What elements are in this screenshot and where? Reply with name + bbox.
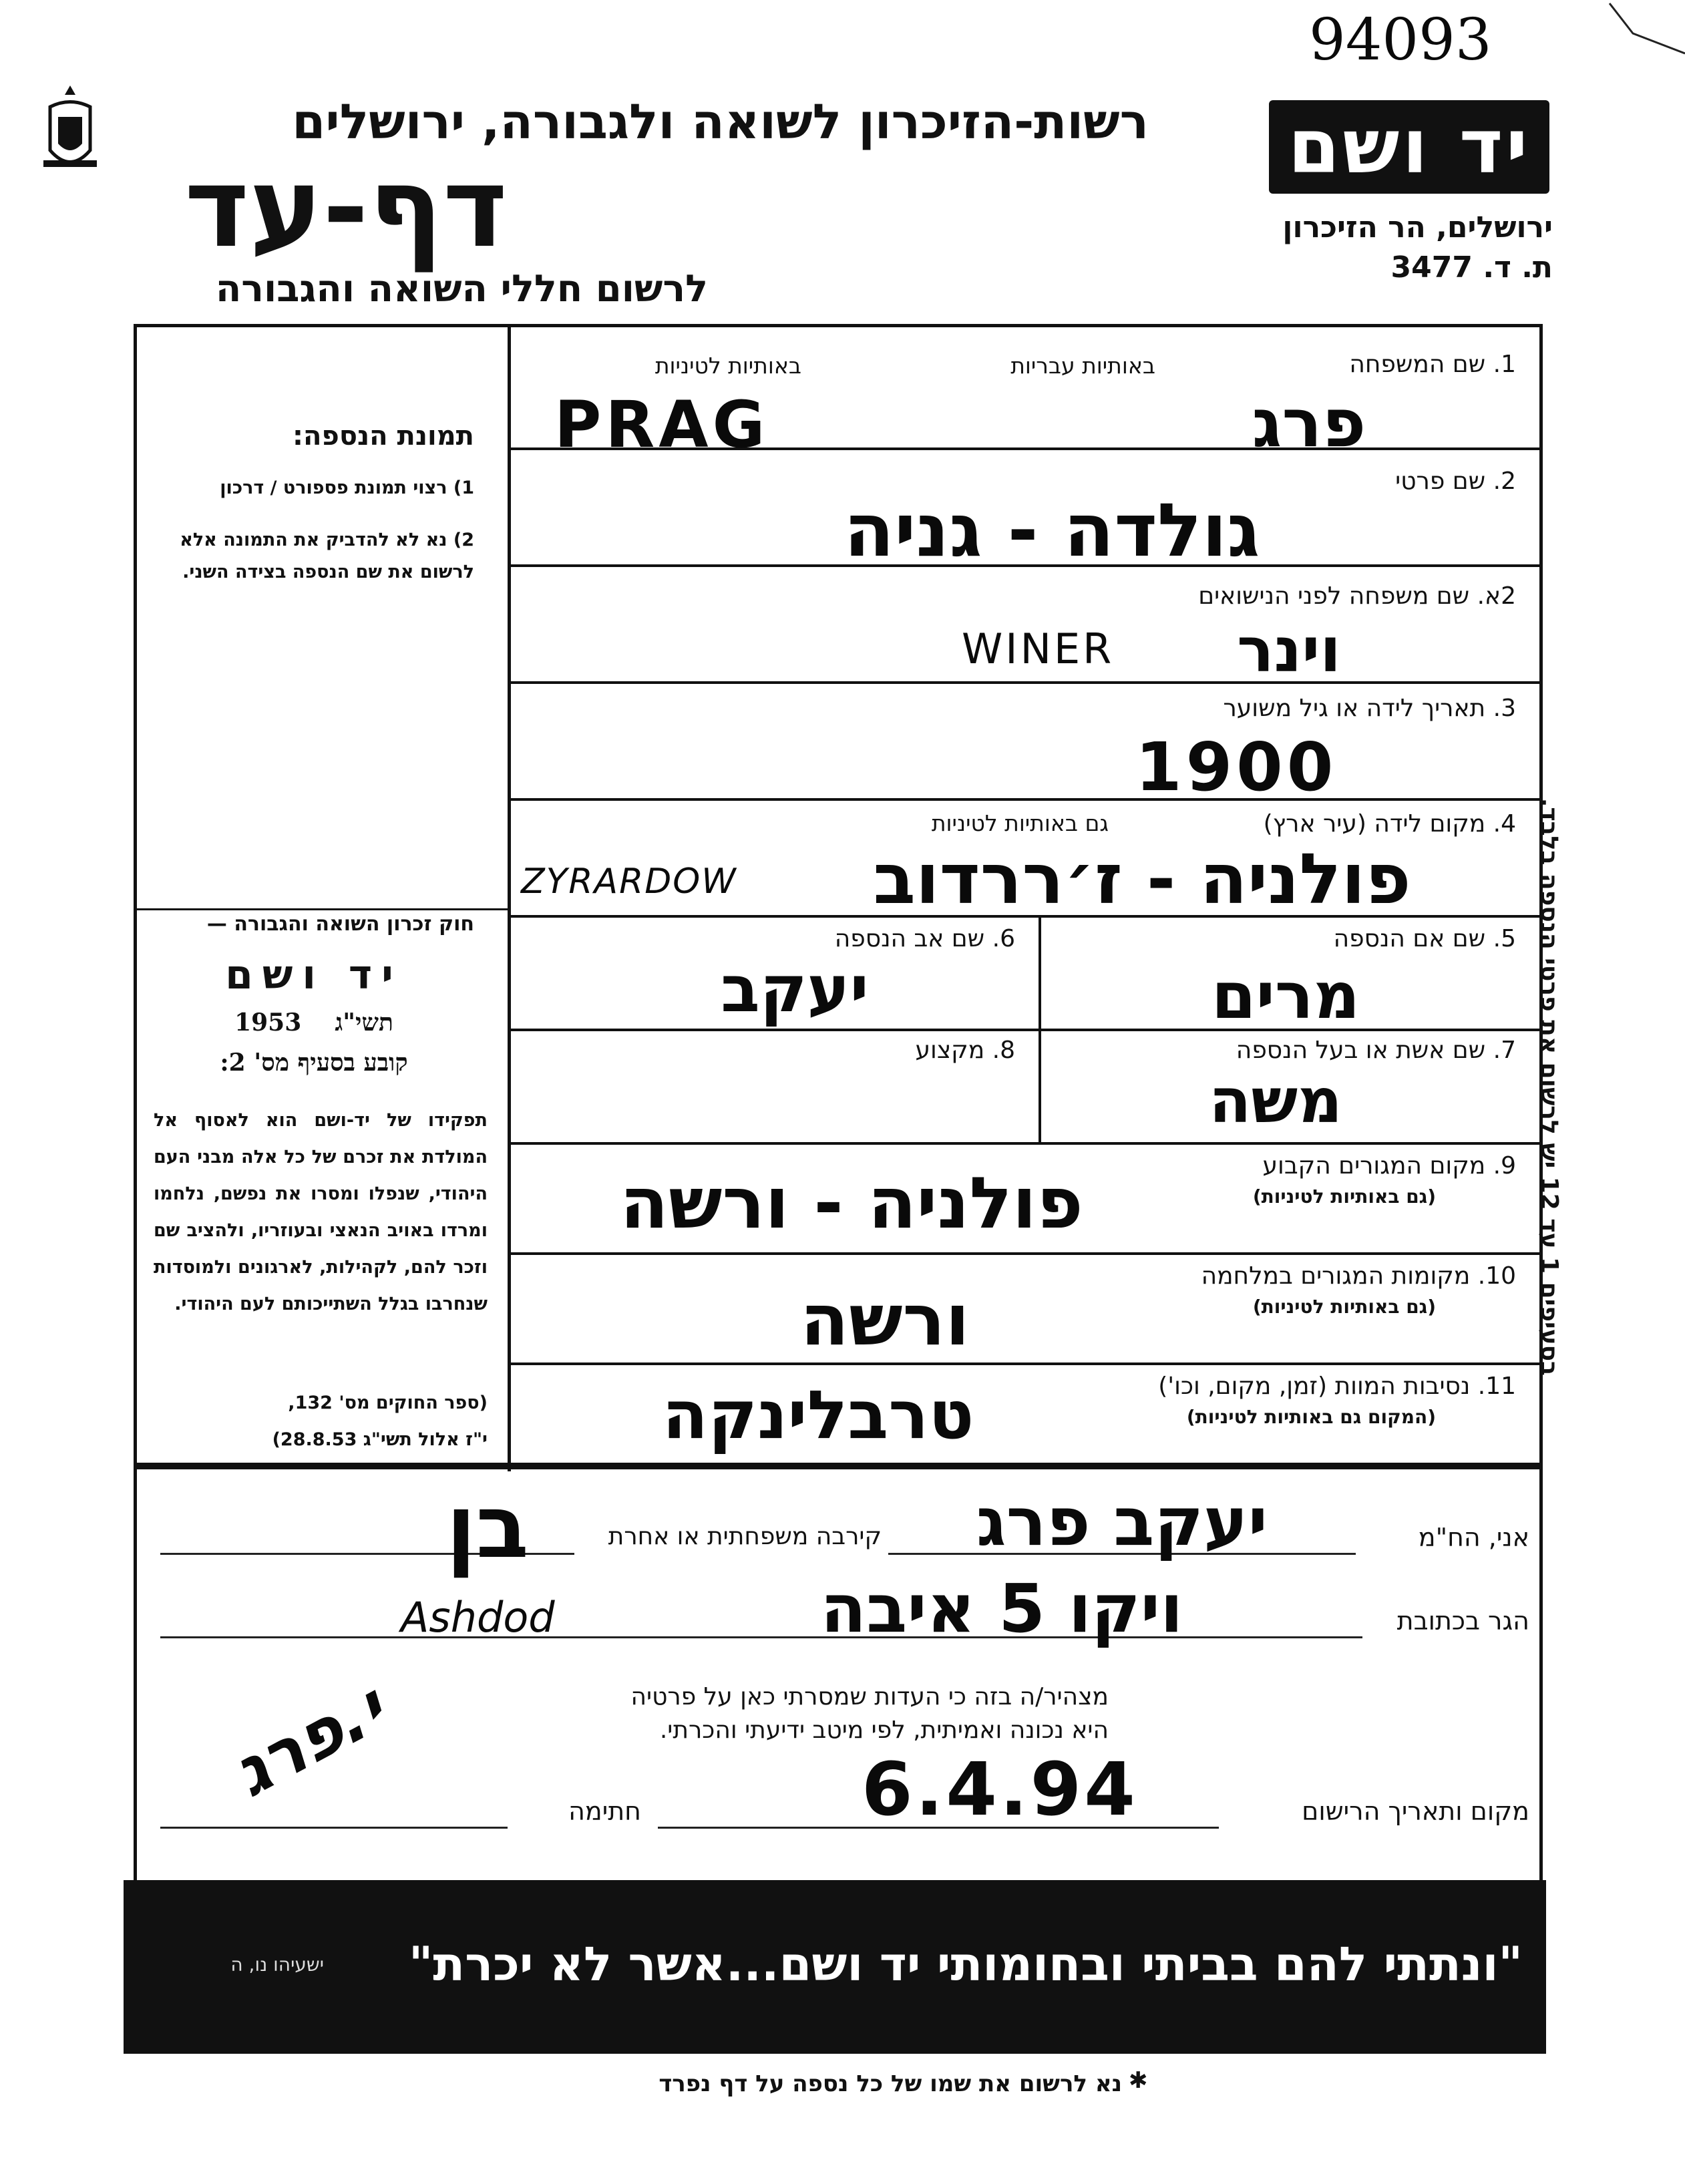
relation-value[interactable]: בן bbox=[446, 1476, 529, 1578]
law-year: 1953 bbox=[234, 1009, 302, 1037]
footnote-star-icon: ✱ bbox=[1129, 2067, 1148, 2094]
address-label: הגר בכתובת bbox=[1396, 1606, 1529, 1636]
field-6-label: 6. שם אב הנספה bbox=[834, 925, 1015, 952]
law-year-row bbox=[154, 1009, 474, 1037]
authority-title: רשות-הזיכרון לשואה ולגבורה, ירושלים bbox=[292, 94, 1149, 150]
field-4-label: 4. מקום לידה (עיר ארץ) bbox=[1263, 810, 1516, 838]
field-9-value[interactable]: פולניה - ורשה bbox=[620, 1162, 1083, 1244]
corner-mark bbox=[1606, 0, 1685, 80]
field-9-latin-hint: (גם באותיות לטיניות) bbox=[1252, 1186, 1436, 1208]
field-2a-label: 2א. שם משפחה לפני הנישואים bbox=[1198, 582, 1516, 610]
field-5-value[interactable]: מרים bbox=[1211, 958, 1360, 1033]
law-year-hebrew: תשי"ג bbox=[335, 1009, 393, 1037]
signature-label: חתימה bbox=[568, 1797, 641, 1826]
photo-note-2: 2) נא לא להדביק את התמונה אלא לרשום את שם הנספה בצידה השני. bbox=[180, 530, 474, 582]
registration-date[interactable]: 6.4.94 bbox=[862, 1747, 1138, 1832]
law-text: תפקידו של יד-ושם הוא לאסוף אל המולדת את זכרם של כל אלה מבני העם היהודי, שנפלו ומסרו את נפשם, נלחמו ומרדו באויב הנאצי ובעוזריו, ולהציב שם וזכר להם, לקהילות, לארגונים ולמוסדות שנחרבו בגלל השתייכותם לעם היהודי. bbox=[154, 1110, 488, 1314]
relation-label: קירבה משפחתית או אחרת bbox=[608, 1523, 882, 1550]
declarant-label: אני, הח"מ bbox=[1418, 1523, 1529, 1552]
field-2-label: 2. שם פרטי bbox=[1395, 468, 1516, 495]
field-10-latin-hint: (גם באותיות לטיניות) bbox=[1252, 1296, 1436, 1318]
field-4-value-latin[interactable]: ZYRARDOW bbox=[521, 862, 737, 902]
field-2-value[interactable]: גולדה - גניה bbox=[844, 488, 1260, 573]
declarant-name[interactable]: יעקב פרג bbox=[976, 1483, 1268, 1561]
field-7-value[interactable]: משה bbox=[1209, 1065, 1342, 1137]
place-date-label: מקום ותאריך הרישום bbox=[1302, 1797, 1529, 1826]
archive-number: 94093 bbox=[1309, 7, 1492, 73]
photo-title: תמונת הנספה: bbox=[293, 421, 474, 451]
field-1-value-hebrew[interactable]: פרג bbox=[1252, 384, 1366, 462]
banner-quote: "ונתתי להם בביתי ובחומותי יד ושם...אשר לא יכרת" bbox=[408, 1937, 1523, 1992]
field-1-hebrew-hint: באותיות עבריות bbox=[1010, 353, 1155, 379]
statement-line-1: מצהיר/ה בזה כי העדות שמסרתי כאן על פרטיה bbox=[630, 1683, 1109, 1710]
law-name: יד ושם bbox=[225, 952, 403, 998]
address-latin[interactable]: Ashdod bbox=[401, 1593, 555, 1642]
signature[interactable]: י.פרג bbox=[220, 1668, 398, 1813]
field-7-label: 7. שם אשת או בעל הנספה bbox=[1236, 1037, 1516, 1064]
field-11-latin-hint: (המקום גם באותיות לטיניות) bbox=[1186, 1406, 1436, 1428]
law-heading: חוק זכרון השואה והגבורה — bbox=[206, 912, 474, 936]
field-8-label: 8. מקצוע bbox=[915, 1037, 1015, 1064]
field-4-value-hebrew[interactable]: פולניה - ז׳ררדוב bbox=[873, 838, 1411, 920]
field-6-value[interactable]: יעקב bbox=[721, 952, 869, 1027]
field-4-latin-hint: גם באותיות לטיניות bbox=[931, 810, 1109, 836]
side-note: בסעיפים 1 עד 12 יש לרשום את פרטי הנספה בלבד. bbox=[1535, 797, 1563, 1376]
field-9-label: 9. מקום המגורים הקבוע bbox=[1262, 1152, 1516, 1179]
address-line-1: ירושלים, הר הזיכרון bbox=[1282, 210, 1553, 244]
form-title: דף-עד bbox=[184, 144, 508, 272]
law-ref-2: י"ז אלול תשי"ג 28.8.53) bbox=[272, 1429, 488, 1450]
field-1-label: 1. שם המשפחה bbox=[1349, 351, 1516, 378]
field-5-label: 5. שם אם הנספה bbox=[1333, 925, 1516, 952]
emblem-icon bbox=[37, 80, 104, 180]
yad-vashem-logo bbox=[1269, 100, 1549, 194]
field-3-label: 3. תאריך לידה או גיל משוער bbox=[1223, 695, 1516, 722]
photo-note-1: 1) רצוי תמונת פספורט / דרכון bbox=[220, 478, 474, 498]
field-1-latin-hint: באותיות לטיניות bbox=[654, 353, 801, 379]
field-11-label: 11. נסיבות המוות (זמן, מקום, וכו') bbox=[1158, 1373, 1516, 1400]
address-line-2: ת. ד. 3477 bbox=[1390, 250, 1553, 285]
field-2a-value-latin[interactable]: WINER bbox=[962, 624, 1115, 673]
law-section: קובע בסעיף מס' 2: bbox=[220, 1049, 408, 1077]
address-value[interactable]: ויקו 5 איבה bbox=[820, 1570, 1183, 1648]
field-1-value-latin[interactable]: PRAG bbox=[554, 387, 769, 462]
field-11-value[interactable]: טרבלינקה bbox=[662, 1376, 974, 1454]
footer-note: נא לרשום את שמו של כל נספה על דף נפרד bbox=[659, 2070, 1122, 2097]
logo-text: יד ושם bbox=[1288, 104, 1531, 190]
field-2a-value-hebrew[interactable]: וינר bbox=[1237, 614, 1341, 686]
banner-source: ישעיהו נו, ה bbox=[230, 1954, 324, 1976]
field-3-value[interactable]: 1900 bbox=[1135, 728, 1338, 806]
field-10-label: 10. מקומות המגורים במלחמה bbox=[1201, 1262, 1516, 1290]
statement-line-2: היא נכונה ואמיתית, לפי מיטב ידיעתי והכרתי. bbox=[659, 1716, 1109, 1744]
form-subtitle: לרשום חללי השואה והגבורה bbox=[215, 267, 708, 311]
law-ref-1: (ספר החוקים מס' 132, bbox=[288, 1393, 488, 1413]
field-10-value[interactable]: ורשה bbox=[800, 1279, 970, 1361]
